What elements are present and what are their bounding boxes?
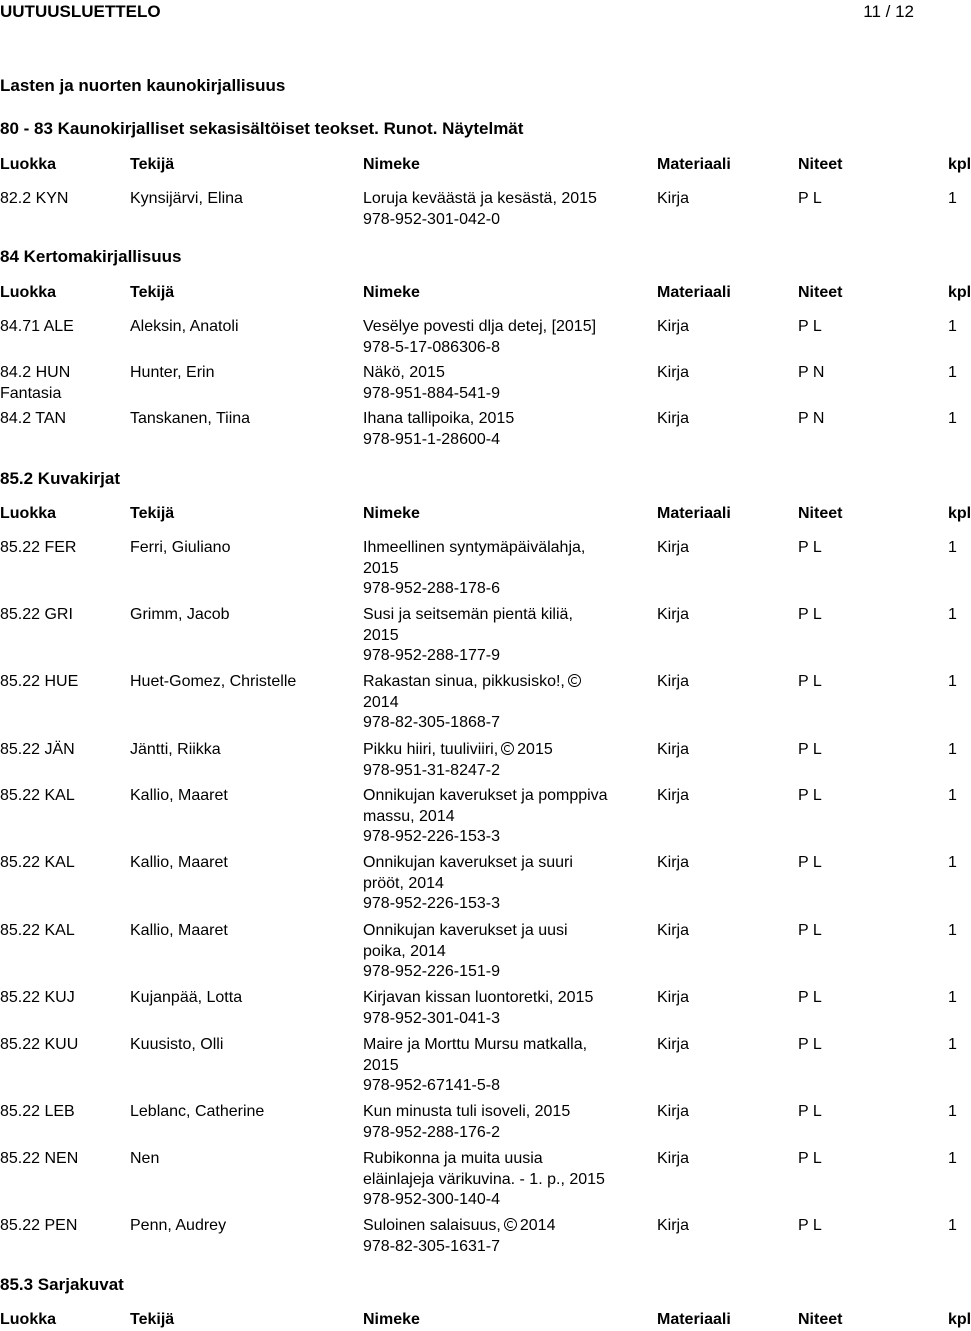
column-header-row: [0, 1311, 971, 1331]
entry-material: Kirja: [657, 410, 690, 427]
col-kpl: kpl: [948, 156, 971, 173]
entry-count: 1: [948, 190, 957, 207]
entry-copies-type: P L: [798, 318, 822, 335]
entry-class: [0, 538, 125, 559]
entry-isbn: 978-952-288-176-2: [363, 1123, 500, 1141]
entry-class-code: 85.22 KAL: [0, 787, 75, 804]
col-kpl: kpl: [948, 505, 971, 522]
entry-title-line: 2015: [363, 626, 399, 644]
document-title: UUTUUSLUETTELO: [0, 2, 161, 21]
entry-title-line: 2015: [363, 1056, 399, 1074]
entry-copies-type: P N: [798, 410, 825, 427]
entry-isbn: 978-82-305-1631-7: [363, 1237, 500, 1255]
entry-count: 1: [948, 1150, 957, 1167]
entry-class: [0, 1149, 125, 1170]
copyright-icon: [501, 742, 514, 755]
entry-author: Jäntti, Riikka: [130, 741, 221, 758]
entry-material: Kirja: [657, 1217, 690, 1234]
entry-title: [363, 1102, 623, 1143]
entry-isbn: 978-952-226-153-3: [363, 895, 500, 912]
entry-title-line: Loruja keväästä ja kesästä, 2015: [363, 190, 597, 207]
entry-title-line: Ihmeellinen syntymäpäivälahja,: [363, 539, 586, 556]
entry-author: Kallio, Maaret: [130, 922, 228, 939]
entry-class-code: 85.22 FER: [0, 539, 77, 556]
entry-copies-type: P L: [798, 1103, 822, 1120]
entry-class-code: 84.2 HUN: [0, 364, 71, 381]
entry-copies-type: P L: [798, 854, 822, 871]
entry-class-code: 85.22 KUJ: [0, 989, 75, 1006]
entry-title: [363, 317, 623, 358]
entry-material: Kirja: [657, 787, 690, 804]
entry-title-line: Rubikonna ja muita uusia: [363, 1150, 543, 1167]
entry-isbn: 978-951-1-28600-4: [363, 430, 500, 448]
entry-title: [363, 605, 623, 667]
entry-title: [363, 1216, 623, 1257]
entry-count: 1: [948, 854, 957, 871]
entry-copies-type: P L: [798, 1150, 822, 1167]
entry-class-code: 85.22 LEB: [0, 1103, 75, 1120]
entry-count: 1: [948, 1036, 957, 1053]
entry-title: [363, 189, 623, 230]
entry-title-line: Näkö, 2015: [363, 364, 445, 381]
entry-title-line: Onnikujan kaverukset ja pomppiva: [363, 787, 608, 804]
entry-class: [0, 189, 125, 210]
entry-class-code: 85.22 GRI: [0, 606, 73, 623]
entry-count: 1: [948, 364, 957, 381]
entry-isbn: 978-952-301-042-0: [363, 210, 500, 228]
entry-material: Kirja: [657, 1150, 690, 1167]
entry-isbn: 978-952-67141-5-8: [363, 1077, 500, 1094]
col-luokka: Luokka: [0, 505, 57, 522]
col-niteet: Niteet: [798, 1311, 843, 1328]
entry-material: Kirja: [657, 606, 690, 623]
col-tekija: Tekijä: [130, 156, 175, 173]
copyright-icon: [568, 674, 581, 687]
entry-isbn: 978-952-226-151-9: [363, 963, 500, 980]
col-niteet: Niteet: [798, 505, 843, 522]
entry-material: Kirja: [657, 922, 690, 939]
entry-isbn: 978-952-226-153-3: [363, 828, 500, 845]
entry-class-code: 85.22 HUE: [0, 673, 79, 690]
entry-title-line: prööt, 2014: [363, 874, 444, 892]
entry-title-line: Onnikujan kaverukset ja uusi: [363, 922, 568, 939]
entry-author: Kynsijärvi, Elina: [130, 190, 243, 207]
entry-class-code: 84.71 ALE: [0, 318, 74, 335]
entry-copies-type: P L: [798, 1217, 822, 1234]
entry-count: 1: [948, 410, 957, 427]
entry-title-line: Kirjavan kissan luontoretki, 2015: [363, 989, 594, 1006]
entry-title-line: 2014: [363, 693, 399, 711]
entry-copies-type: P L: [798, 922, 822, 939]
col-niteet: Niteet: [798, 284, 843, 301]
entry-copies-type: P L: [798, 1036, 822, 1053]
entry-material: Kirja: [657, 1103, 690, 1120]
entry-class: [0, 1102, 125, 1123]
entry-class: [0, 853, 125, 874]
entry-class: [0, 605, 125, 626]
entry-count: 1: [948, 922, 957, 939]
entry-class: [0, 1035, 125, 1056]
entry-author: Kuusisto, Olli: [130, 1036, 224, 1053]
col-kpl: kpl: [948, 1311, 971, 1328]
section-heading-main: Lasten ja nuorten kaunokirjallisuus: [0, 76, 286, 95]
col-materiaali: Materiaali: [657, 1311, 731, 1328]
section-heading-85-3: 85.3 Sarjakuvat: [0, 1275, 124, 1294]
entry-title-line: Vesëlye povesti dlja detej, [2015]: [363, 318, 597, 335]
entry-title: [363, 921, 623, 983]
entry-title: [363, 409, 623, 450]
entry-class: [0, 363, 125, 404]
entry-class-code: 85.22 PEN: [0, 1217, 78, 1234]
entry-count: 1: [948, 673, 957, 690]
entry-isbn: 978-951-31-8247-2: [363, 761, 500, 779]
entry-title: [363, 988, 623, 1029]
entry-title: [363, 363, 623, 404]
col-luokka: Luokka: [0, 156, 57, 173]
entry-copies-type: P L: [798, 606, 822, 623]
entry-class-code: 85.22 NEN: [0, 1150, 79, 1167]
col-niteet: Niteet: [798, 156, 843, 173]
col-nimeke: Nimeke: [363, 284, 420, 301]
col-materiaali: Materiaali: [657, 156, 731, 173]
entry-class-code: 85.22 KAL: [0, 922, 75, 939]
col-nimeke: Nimeke: [363, 1311, 420, 1328]
entry-count: 1: [948, 787, 957, 804]
entry-count: 1: [948, 741, 957, 758]
entry-material: Kirja: [657, 190, 690, 207]
entry-title-line: Kun minusta tuli isoveli, 2015: [363, 1103, 571, 1120]
entry-class-code: 85.22 KUU: [0, 1036, 79, 1053]
entry-material: Kirja: [657, 741, 690, 758]
entry-class: [0, 988, 125, 1009]
col-tekija: Tekijä: [130, 284, 175, 301]
entry-count: 1: [948, 1103, 957, 1120]
entry-title-line: Susi ja seitsemän pientä kiliä,: [363, 606, 573, 623]
entry-title-line: eläinlajeja värikuvina. - 1. p., 2015: [363, 1170, 605, 1188]
entry-title: [363, 853, 623, 915]
entry-title-line: poika, 2014: [363, 942, 446, 960]
column-header-row: [0, 156, 971, 176]
entry-author: Penn, Audrey: [130, 1217, 227, 1234]
col-luokka: Luokka: [0, 1311, 57, 1328]
entry-title: [363, 786, 623, 848]
entry-isbn: 978-952-300-140-4: [363, 1191, 500, 1208]
col-materiaali: Materiaali: [657, 505, 731, 522]
entry-copies-type: P L: [798, 673, 822, 690]
entry-author: Grimm, Jacob: [130, 606, 230, 623]
entry-copies-type: P L: [798, 787, 822, 804]
entry-copies-type: P L: [798, 989, 822, 1006]
entry-author: Aleksin, Anatoli: [130, 318, 239, 335]
entry-class: [0, 740, 125, 761]
entry-author: Kallio, Maaret: [130, 854, 228, 871]
entry-material: Kirja: [657, 854, 690, 871]
entry-class: [0, 672, 125, 693]
col-luokka: Luokka: [0, 284, 57, 301]
entry-author: Hunter, Erin: [130, 364, 215, 381]
col-materiaali: Materiaali: [657, 284, 731, 301]
entry-material: Kirja: [657, 318, 690, 335]
entry-class: [0, 317, 125, 338]
entry-copies-type: P L: [798, 539, 822, 556]
entry-material: Kirja: [657, 364, 690, 381]
col-tekija: Tekijä: [130, 505, 175, 522]
entry-title: [363, 1035, 623, 1097]
col-nimeke: Nimeke: [363, 156, 420, 173]
entry-author: Ferri, Giuliano: [130, 539, 231, 556]
entry-author: Kujanpää, Lotta: [130, 989, 243, 1006]
entry-class-code: 84.2 TAN: [0, 410, 67, 427]
entry-title-line: Suloinen salaisuus, 2014: [363, 1217, 556, 1234]
entry-author: Nen: [130, 1150, 160, 1167]
entry-count: 1: [948, 539, 957, 556]
entry-material: Kirja: [657, 673, 690, 690]
entry-class: [0, 921, 125, 942]
entry-genre: Fantasia: [0, 384, 62, 402]
entry-class-code: 82.2 KYN: [0, 190, 69, 207]
entry-count: 1: [948, 606, 957, 623]
entry-class: [0, 786, 125, 807]
entry-author: Tanskanen, Tiina: [130, 410, 251, 427]
entry-title: [363, 740, 623, 781]
section-heading-80-83: 80 - 83 Kaunokirjalliset sekasisältöiset teokset. Runot. Näytelmät: [0, 119, 524, 138]
entry-count: 1: [948, 1217, 957, 1234]
entry-class-code: 85.22 KAL: [0, 854, 75, 871]
entry-material: Kirja: [657, 989, 690, 1006]
entry-isbn: 978-951-884-541-9: [363, 384, 500, 402]
section-heading-85-2: 85.2 Kuvakirjat: [0, 469, 121, 488]
entry-isbn: 978-952-288-177-9: [363, 647, 500, 664]
col-kpl: kpl: [948, 284, 971, 301]
entry-isbn: 978-82-305-1868-7: [363, 714, 500, 731]
entry-author: Huet-Gomez, Christelle: [130, 673, 297, 690]
entry-title-line: Rakastan sinua, pikkusisko!,: [363, 672, 623, 693]
entry-title: [363, 672, 623, 734]
column-header-row: [0, 284, 971, 304]
entry-author: Kallio, Maaret: [130, 787, 228, 804]
entry-isbn: 978-952-288-178-6: [363, 580, 500, 597]
entry-title: [363, 1149, 623, 1211]
entry-class: [0, 1216, 125, 1237]
entry-copies-type: P L: [798, 741, 822, 758]
entry-count: 1: [948, 989, 957, 1006]
entry-isbn: 978-5-17-086306-8: [363, 338, 500, 356]
entry-copies-type: P L: [798, 190, 822, 207]
entry-class-code: 85.22 JÄN: [0, 741, 75, 758]
entry-copies-type: P N: [798, 364, 825, 381]
entry-title: [363, 538, 623, 600]
col-tekija: Tekijä: [130, 1311, 175, 1328]
section-heading-84: 84 Kertomakirjallisuus: [0, 247, 182, 266]
entry-title-line: Onnikujan kaverukset ja suuri: [363, 854, 573, 871]
copyright-icon: [504, 1218, 517, 1231]
page-number: 11 / 12: [863, 2, 914, 21]
entry-title-line: Pikku hiiri, tuuliviiri, 2015: [363, 741, 553, 758]
col-nimeke: Nimeke: [363, 505, 420, 522]
entry-count: 1: [948, 318, 957, 335]
entry-isbn: 978-952-301-041-3: [363, 1009, 500, 1027]
entry-title-line: 2015: [363, 559, 399, 577]
entry-title-line: Maire ja Morttu Mursu matkalla,: [363, 1036, 588, 1053]
entry-material: Kirja: [657, 539, 690, 556]
column-header-row: [0, 505, 971, 525]
entry-class: [0, 409, 125, 430]
entry-material: Kirja: [657, 1036, 690, 1053]
entry-title-line: massu, 2014: [363, 807, 455, 825]
entry-author: Leblanc, Catherine: [130, 1103, 265, 1120]
entry-title-line: Ihana tallipoika, 2015: [363, 410, 515, 427]
